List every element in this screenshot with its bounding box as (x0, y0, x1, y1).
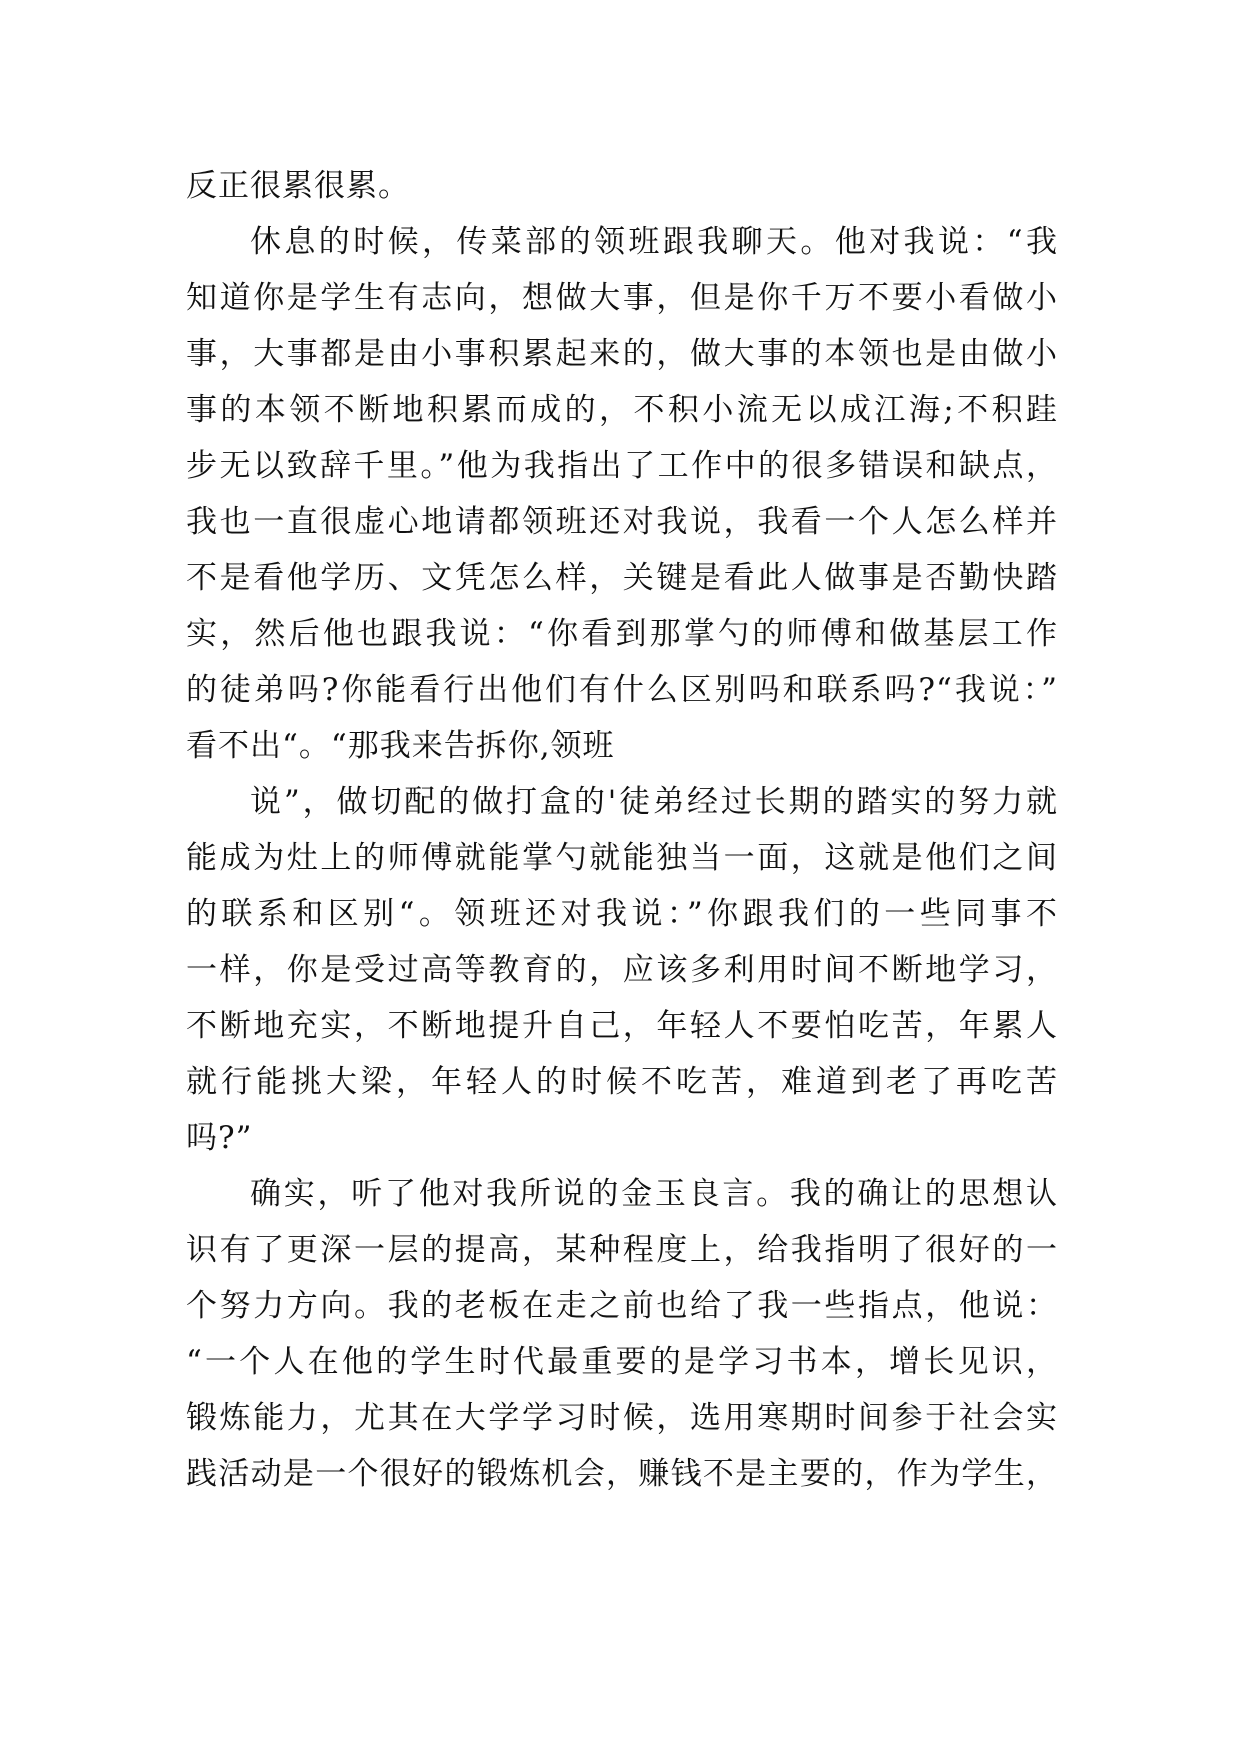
text-line: 锻炼能力，尤其在大学学习时候，选用寒期时间参于社会实 (186, 1400, 1058, 1436)
text-line: 个努力方向。我的老板在走之前也给了我一些指点，他说： (186, 1288, 1058, 1324)
text-line: 识有了更深一层的提高，某种程度上，给我指明了很好的一 (186, 1232, 1058, 1268)
text-line: 看不出“。“那我来告拆你,领班 (186, 728, 615, 764)
text-line: 吗?” (186, 1120, 253, 1156)
text-line: 实，然后他也跟我说：“你看到那掌勺的师傅和做基层工作 (186, 616, 1058, 652)
text-line: 不是看他学历、文凭怎么样，关键是看此人做事是否勤快踏 (186, 560, 1058, 596)
text-line: 休息的时候，传菜部的领班跟我聊天。他对我说：“我 (250, 224, 1058, 260)
text-line: 践活动是一个很好的锻炼机会，赚钱不是主要的，作为学生， (186, 1456, 1058, 1492)
text-line: “一个人在他的学生时代最重要的是学习书本，增长见识， (186, 1344, 1058, 1380)
text-line: 就行能挑大梁，年轻人的时候不吃苦，难道到老了再吃苦 (186, 1064, 1058, 1100)
text-line: 说”，做切配的做打盒的'徒弟经过长期的踏实的努力就 (250, 784, 1058, 820)
text-line: 事的本领不断地积累而成的，不积小流无以成江海;不积跬 (186, 392, 1058, 428)
text-line: 确实，听了他对我所说的金玉良言。我的确让的思想认 (250, 1176, 1058, 1212)
text-line: 步无以致辞千里。”他为我指出了工作中的很多错误和缺点， (186, 448, 1058, 484)
text-line: 事，大事都是由小事积累起来的，做大事的本领也是由做小 (186, 336, 1058, 372)
text-line: 我也一直很虚心地请都领班还对我说，我看一个人怎么样并 (186, 504, 1058, 540)
body-text (186, 158, 1058, 1502)
text-line: 反正很累很累。 (186, 168, 410, 204)
text-line: 知道你是学生有志向，想做大事，但是你千万不要小看做小 (186, 280, 1058, 316)
text-line: 的徒弟吗?你能看行出他们有什么区别吗和联系吗?“我说：” (186, 672, 1058, 708)
text-line: 能成为灶上的师傅就能掌勺就能独当一面，这就是他们之间 (186, 840, 1058, 876)
text-line: 的联系和区别“。领班还对我说：”你跟我们的一些同事不 (186, 896, 1058, 932)
text-line: 一样，你是受过高等教育的，应该多利用时间不断地学习， (186, 952, 1058, 988)
text-line: 不断地充实，不断地提升自己，年轻人不要怕吃苦，年累人 (186, 1008, 1058, 1044)
